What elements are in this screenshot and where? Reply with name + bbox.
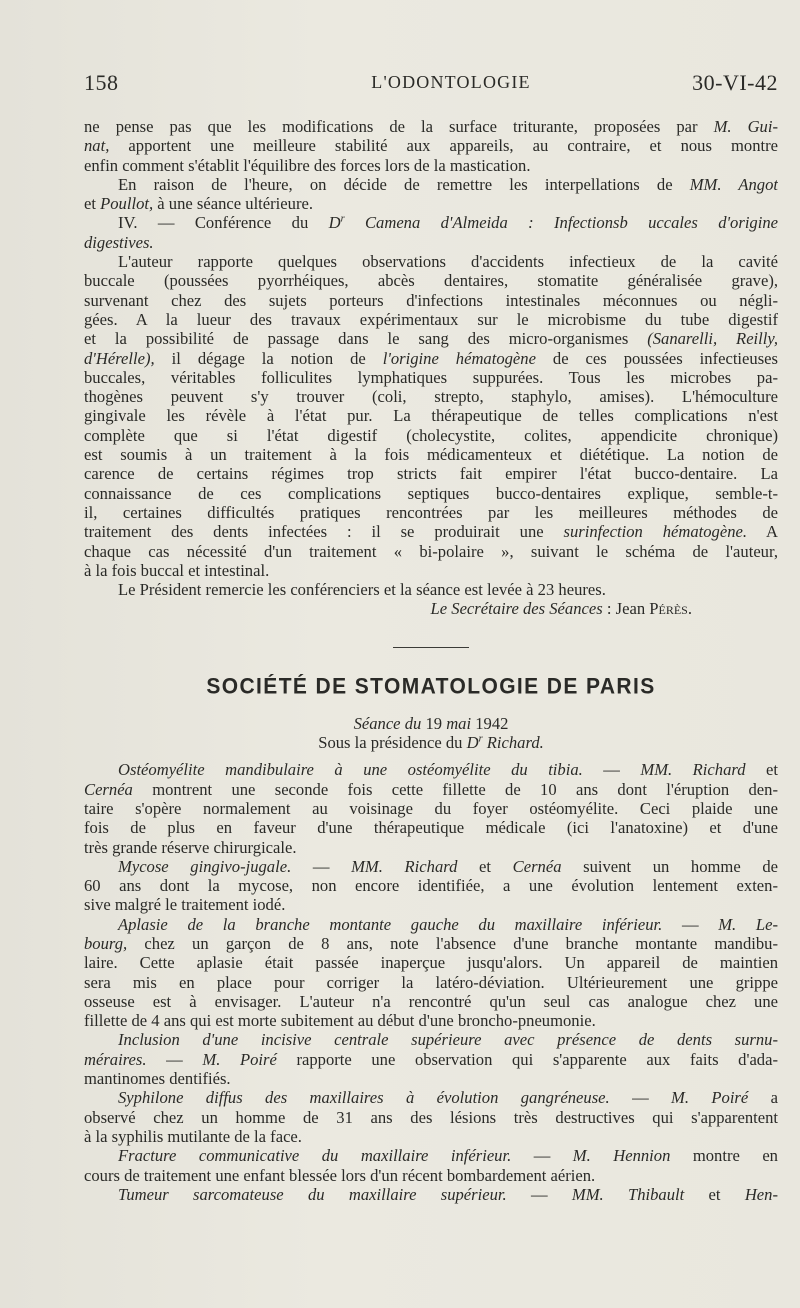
text-run: il dégage la notion de — [154, 348, 383, 368]
text-line — [84, 1185, 778, 1204]
text-line — [84, 291, 778, 310]
text-run: Inclusion d'une incisive centrale supérieure avec présence de dents surnu- — [118, 1030, 778, 1050]
text-line — [84, 799, 778, 818]
text-run: — — [609, 1088, 672, 1108]
text-run: rapporte une observation qui s'apparente aux faits d'ada- — [276, 1049, 778, 1069]
text-run: suivent un homme de — [561, 856, 778, 876]
text-run: IV. — Conférence du — [118, 213, 329, 233]
text-run: bourg, — [84, 933, 128, 953]
text-run: — — [662, 914, 719, 934]
text-line — [84, 349, 778, 368]
text-run: Aplasie de la branche montante gauche du maxillaire inférieur. — [118, 914, 663, 934]
text-run: thogènes peuvent s'y trouver (coli, strepto, staphylo, amises). L'hémoculture — [84, 387, 778, 407]
text-line — [84, 1030, 778, 1049]
text-run: fois de plus en faveur d'une thérapeutique médicale (ici l'anatoxine) et d'une — [84, 818, 778, 838]
text-line — [84, 368, 778, 387]
text-run: MM. Richard — [351, 856, 458, 876]
text-run: et — [684, 1184, 745, 1204]
text-line — [84, 503, 778, 522]
text-run: connaissance de ces complications septiques bucco-dentaires explique, semble-t- — [84, 483, 778, 503]
text-run: sive malgré le traitement iodé. — [84, 895, 286, 915]
text-line — [84, 117, 778, 136]
journal-title: L'ODONTOLOGIE — [371, 72, 531, 92]
text-run: Fracture communicative du maxillaire inférieur. — [118, 1146, 512, 1166]
text-run: chaque cas nécessité d'un traitement « bi-polaire », suivant le schéma de l'auteur, — [84, 541, 778, 561]
paragraph-mycose — [84, 857, 778, 915]
text-run: mantinomes dentifiés. — [84, 1069, 231, 1089]
text-run: (Sanarelli, Reilly, — [647, 329, 778, 349]
text-line — [84, 156, 778, 175]
text-line — [84, 561, 778, 580]
text-line — [84, 1127, 778, 1146]
text-run: carence de certains régimes trop stricts fait empirer l'état bucco-dentaire. La — [84, 464, 778, 484]
text-line — [84, 760, 778, 779]
text-line — [84, 838, 778, 857]
text-line — [84, 1050, 778, 1069]
text-line — [84, 1108, 778, 1127]
text-run: MM. Angot — [689, 174, 778, 194]
text-line — [84, 1088, 778, 1107]
text-run: apportent une meilleure stabilité aux appareils, au contraire, et nous montre — [109, 136, 778, 156]
text-run: nat, — [84, 136, 110, 156]
secretary-signature — [84, 599, 778, 618]
text-run: montrent une seconde fois cette fillette de 10 ans dont l'éruption den- — [132, 779, 778, 799]
text-run: Syphilone diffus des maxillaires à évolution gangréneuse. — [118, 1088, 610, 1108]
text-run: et — [745, 760, 778, 780]
text-run: montre en — [670, 1146, 778, 1166]
text-run: 19 — [421, 713, 447, 733]
text-line — [84, 329, 778, 348]
paragraph-conference-heading — [84, 213, 778, 252]
text-run: fillette de 4 ans qui est morte subitement au début d'une broncho-pneumonie. — [84, 1011, 596, 1031]
text-run: et — [84, 194, 101, 214]
text-run: et la possibilité de passage dans le sang des micro-organismes — [84, 329, 648, 349]
text-run: Camena d'Almeida : Infectionsb uccales d'origine — [344, 213, 778, 233]
text-run: Le Président remercie les conférenciers et la séance est levée à 23 heures. — [118, 580, 606, 600]
text-line — [84, 915, 778, 934]
issue-date: 30-VI-42 — [692, 70, 778, 95]
text-run: MM. Thibault — [571, 1184, 685, 1204]
text-run: r — [340, 213, 345, 225]
paragraph-interpellations — [84, 175, 778, 214]
text-line — [84, 580, 778, 599]
text-line — [84, 542, 778, 561]
text-run: surinfection hématogène. — [563, 522, 748, 542]
text-run: de ces poussées infectieuses — [535, 348, 778, 368]
text-line — [84, 233, 778, 252]
text-run: L'auteur rapporte quelques observations d'accidents infectieux de la cavité — [118, 252, 778, 272]
text-run: osseuse est à envisager. L'auteur n'a rencontré qu'un seul cas analogue chez une — [84, 991, 778, 1011]
text-run: chez un garçon de 8 ans, note l'absence d'une branche montante mandibu- — [127, 933, 778, 953]
text-run: M. Poiré — [671, 1088, 749, 1108]
text-run: gées. A la lueur des travaux expérimentaux sur le microbisme du tube digestif — [84, 309, 778, 329]
text-line — [84, 445, 778, 464]
text-run: Le Secrétaire des Séances — [430, 599, 603, 619]
running-head — [84, 70, 778, 98]
paragraph-fracture — [84, 1146, 778, 1185]
text-run: Séance du — [353, 713, 422, 733]
paragraph-syphilone — [84, 1088, 778, 1146]
text-line — [84, 953, 778, 972]
text-line — [84, 136, 778, 155]
text-line — [84, 973, 778, 992]
text-run: très grande réserve chirurgicale. — [84, 837, 297, 857]
text-run: Richard. — [482, 733, 544, 753]
text-run: D — [328, 213, 341, 233]
text-run: M. Gui- — [713, 117, 778, 136]
text-run: l'origine hématogène — [382, 348, 536, 368]
text-run: observé chez un homme de 31 ans des lésions très destructives qui s'apparentent — [84, 1107, 778, 1127]
text-line — [84, 175, 778, 194]
text-run: sera mis en place pour corriger la latéro-déviation. Ultérieurement une grippe — [84, 972, 778, 992]
text-line — [84, 1011, 778, 1030]
text-run: taire s'opère normalement au voisinage du foyer ostéomyélite. Ceci plaide une — [84, 798, 778, 818]
text-line — [84, 522, 778, 541]
text-line — [84, 1166, 778, 1185]
paragraph-guinat — [84, 117, 778, 175]
text-line — [84, 213, 778, 232]
paragraph-inclusion — [84, 1030, 778, 1088]
text-line — [84, 252, 778, 271]
text-line — [84, 876, 778, 895]
text-run: digestives. — [84, 232, 154, 252]
text-run: A — [747, 522, 778, 542]
text-run: Tumeur sarcomateuse du maxillaire supérieur. — [118, 1184, 507, 1204]
spacer — [84, 752, 778, 760]
text-run: à la syphilis mutilante de la face. — [84, 1126, 302, 1146]
text-run: gingivale les révèle à l'état pur. La thérapeutique de telles complications n'est — [84, 406, 778, 426]
paragraph-aplasie — [84, 915, 778, 1031]
paragraph-conference-summary — [84, 252, 778, 580]
text-line — [84, 857, 778, 876]
page-number: 158 — [84, 70, 119, 95]
text-run: M. Poiré — [202, 1049, 277, 1069]
text-line — [84, 194, 778, 213]
article-body — [84, 117, 778, 1204]
text-line — [84, 934, 778, 953]
text-run: r — [478, 733, 483, 745]
text-run: M. Hennion — [572, 1146, 671, 1166]
text-run: méraires. — [84, 1049, 147, 1069]
text-run: Ostéomyélite mandibulaire à une ostéomyélite du tibia. — [118, 760, 583, 780]
text-line — [84, 426, 778, 445]
text-run: a — [748, 1088, 778, 1108]
text-run: enfin comment s'établit l'équilibre des forces lors de la mastication. — [84, 155, 531, 175]
session-presidency — [84, 733, 778, 752]
text-line — [84, 818, 778, 837]
text-run: En raison de l'heure, on décide de remettre les interpellations de — [118, 174, 690, 194]
text-run: complète que si l'état digestif (cholecystite, colites, appendicite chronique) — [84, 425, 778, 445]
text-run: ne pense pas que les modifications de la surface triturante, proposées par — [84, 117, 714, 136]
text-run: — — [146, 1049, 203, 1069]
text-run: d'Hérelle), — [84, 348, 155, 368]
text-run: MM. Richard — [640, 760, 746, 780]
text-run: Sous la présidence du — [318, 733, 467, 753]
paragraph-osteomyelite — [84, 760, 778, 856]
text-line — [84, 271, 778, 290]
text-run: buccale (poussées pyorrhéiques, abcès dentaires, stomatite généralisée grave), — [84, 271, 778, 291]
text-run: . — [687, 599, 692, 619]
text-run: M. Le- — [718, 914, 778, 934]
text-run: Hen- — [744, 1184, 778, 1204]
section-divider — [393, 647, 469, 648]
section-title: SOCIÉTÉ DE STOMATOLOGIE DE PARIS — [206, 674, 656, 699]
text-run: — — [582, 760, 641, 780]
text-line — [84, 780, 778, 799]
text-line — [84, 1146, 778, 1165]
text-run: buccales, véritables folliculites lymphatiques suppurées. Tous les microbes pa- — [84, 367, 778, 387]
text-run: et — [457, 856, 513, 876]
text-run: — — [291, 856, 352, 876]
paragraph-closing — [84, 580, 778, 599]
text-run: 60 ans dont la mycose, non encore identifiée, a une évolution lentement exten- — [84, 876, 778, 896]
text-line — [84, 464, 778, 483]
text-run: survenant chez des sujets porteurs d'infections intestinales méconnues ou négli- — [84, 290, 778, 310]
text-run: — — [506, 1184, 572, 1204]
text-line — [84, 387, 778, 406]
text-line — [84, 895, 778, 914]
text-run: à la fois buccal et intestinal. — [84, 560, 270, 580]
text-line — [84, 310, 778, 329]
text-run: est soumis à un traitement à la fois médicamenteux et diététique. La notion de — [84, 445, 778, 465]
text-run: il, certaines difficultés pratiques rencontrées par les meilleures méthodes de — [84, 502, 778, 522]
text-run: cours de traitement une enfant blessée lors d'un récent bombardement aérien. — [84, 1165, 596, 1185]
text-run: Cernéa — [512, 856, 562, 876]
text-line — [84, 406, 778, 425]
paragraph-tumeur — [84, 1185, 778, 1204]
text-line — [84, 992, 778, 1011]
text-run: Poullot, — [100, 194, 154, 214]
text-run: mai — [446, 713, 472, 733]
text-run: Cernéa — [84, 779, 133, 799]
text-line — [84, 484, 778, 503]
text-line — [84, 1069, 778, 1088]
text-run: : Jean — [602, 599, 650, 619]
text-run: Pérès — [649, 599, 688, 619]
session-date — [84, 714, 778, 733]
text-run: D — [466, 733, 479, 753]
text-run: traitement des dents infectées : il se produirait une — [84, 522, 564, 542]
text-run: à une séance ultérieure. — [153, 194, 313, 214]
text-run: 1942 — [471, 713, 509, 733]
text-run: laire. Cette aplasie était passée inaperçue jusqu'alors. Un appareil de maintien — [84, 953, 778, 973]
text-run: Mycose gingivo-jugale. — [118, 856, 292, 876]
text-run: — — [511, 1146, 573, 1166]
